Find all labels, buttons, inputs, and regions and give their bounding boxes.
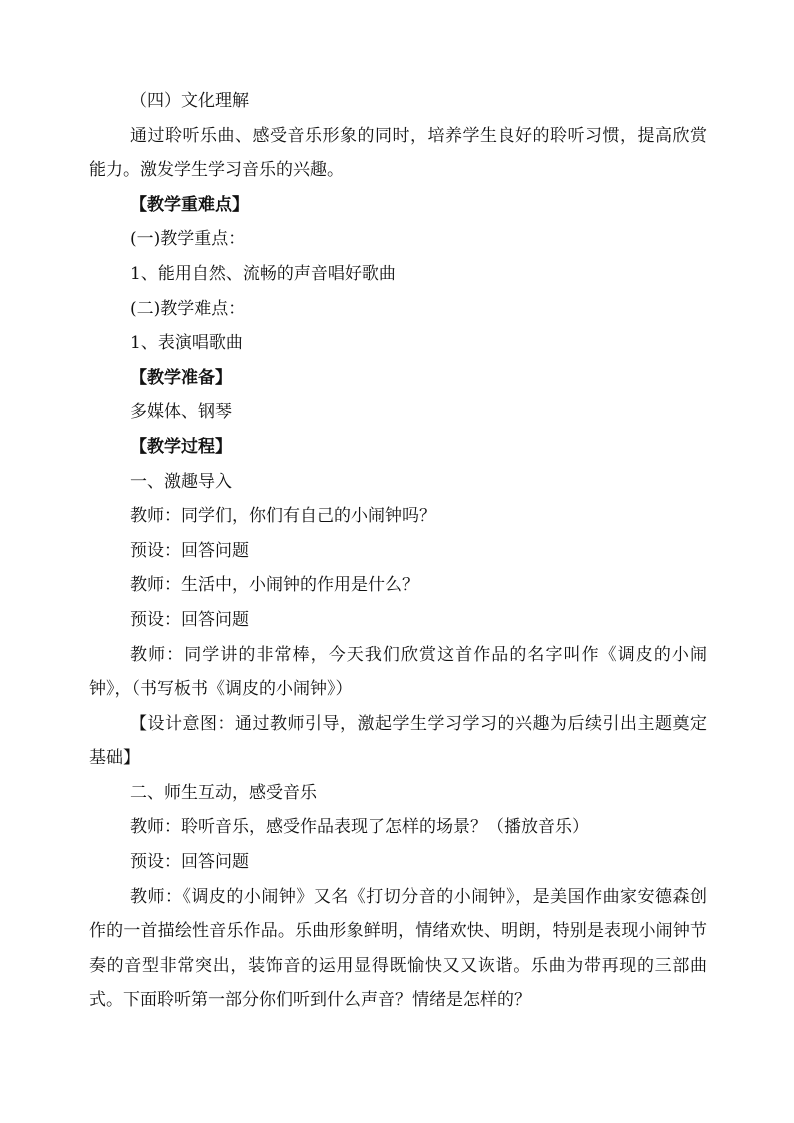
design-intent-note: 【设计意图：通过教师引导，激起学生学习学习的兴趣为后续引出主题奠定基础】 bbox=[89, 713, 707, 769]
section-culture-understanding: （四）文化理解 bbox=[130, 91, 249, 111]
teacher-line-2: 教师：生活中，小闹钟的作用是什么？ bbox=[130, 575, 419, 596]
heading-preparation: 【教学准备】 bbox=[130, 367, 232, 388]
step-2-title: 二、师生互动，感受音乐 bbox=[130, 782, 317, 803]
teacher-line-5: 教师：《调皮的小闹钟》又名《打切分音的小闹钟》，是美国作曲家安德森创作的一首描绘性音乐作品。乐曲形象鲜明，情绪欢快、明朗，特别是表现小闹钟节奏的音型非常突出，装饰音的运用显得既愉快又又诙谐。乐曲为带再现的三部曲式。下面聆听第一部分你们听到什么声音？情绪是怎样的？ bbox=[89, 886, 707, 1011]
subheading-teaching-focus: (一)教学重点： bbox=[130, 229, 246, 250]
list-item-difficulty-1: 1、表演唱歌曲 bbox=[130, 333, 243, 354]
teacher-line-4: 教师：聆听音乐，感受作品表现了怎样的场景？（播放音乐） bbox=[130, 817, 589, 838]
preset-line-3: 预设：回答问题 bbox=[130, 852, 249, 873]
teacher-line-1: 教师：同学们，你们有自己的小闹钟吗？ bbox=[130, 506, 436, 527]
heading-key-points: 【教学重难点】 bbox=[130, 194, 249, 215]
preset-line-1: 预设：回答问题 bbox=[130, 540, 249, 561]
subheading-teaching-difficulty: (二)教学难点： bbox=[130, 298, 246, 319]
preparation-items: 多媒体、钢琴 bbox=[130, 402, 232, 423]
paragraph-culture-goal: 通过聆听乐曲、感受音乐形象的同时，培养学生良好的聆听习惯，提高欣赏能力。激发学生学习音乐的兴趣。 bbox=[89, 125, 707, 181]
preset-line-2: 预设：回答问题 bbox=[130, 609, 249, 630]
teacher-line-3: 教师：同学讲的非常棒，今天我们欣赏这首作品的名字叫作《调皮的小闹钟》，（书写板书《调皮的小闹钟》） bbox=[89, 644, 707, 700]
heading-process: 【教学过程】 bbox=[130, 436, 232, 457]
step-1-title: 一、激趣导入 bbox=[130, 471, 232, 492]
list-item-focus-1: 1、能用自然、流畅的声音唱好歌曲 bbox=[130, 263, 396, 284]
